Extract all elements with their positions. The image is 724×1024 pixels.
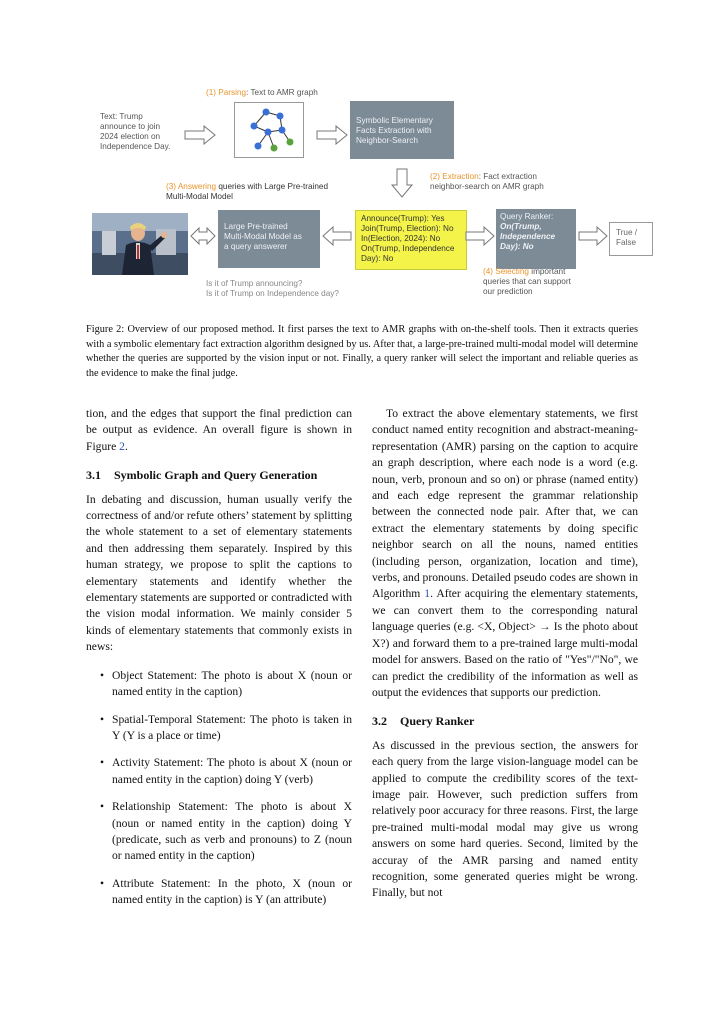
parsing-tag: (1) Parsing [206,88,247,97]
result-box: True / False [609,222,653,256]
graph-node [287,139,294,146]
paragraph: As discussed in the previous section, the answers for each query from the large vision-language model can be applied to compute the credibility scores of the text-image pair. However, such prediction suffers from relatively poor accuracy for three reasons. First, the large pre-trained multi-modal modal may give us wrong answers on some hard queries. Second, limited by the accuray of the AMR parsing and named entity recognition, some generated queries might be wrong. Finally, but not [372,738,638,900]
selecting-tag: (4) Selecting [483,267,529,276]
list-item: • Relationship Statement: The photo is about X (noun or named entity in the caption) doing Y (predicate, such as verb and pronouns) to Z (noun or named entity in the caption) [86,799,352,865]
arrow-right-icon [316,125,348,145]
paragraph: tion, and the edges that support the final prediction can be output as evidence. An overall figure is shown in Figure 2. [86,407,352,453]
query-ranker-box: Query Ranker: On(Trump, Independence Day): No [496,209,576,269]
left-column [86,406,352,909]
list-item: • Object Statement: The photo is about X (noun or named entity in the caption) [86,668,352,701]
selecting-label: (4) Selecting important queries that can support our prediction [483,267,571,296]
arrow-left-icon [322,226,352,246]
arrow-right-icon [578,226,608,246]
list-item: • Spatial-Temporal Statement: The photo is taken in Y (Y is a place or time) [86,712,352,745]
graph-node [279,127,286,134]
extraction-tag: (2) Extraction [430,172,479,181]
graph-node [271,145,278,152]
example-questions: Is it of Trump announcing? Is it of Trump on Independence day? [206,279,339,298]
right-column [372,406,638,902]
parsing-text: : Text to AMR graph [246,88,318,97]
arrow-right-icon [184,125,216,145]
section-heading-3-2: 3.2 Query Ranker [372,714,475,729]
parsing-label [206,88,318,98]
algorithm-ref-link[interactable]: 1 [424,587,431,601]
extraction-label: (2) Extraction: Fact extraction neighbor-search on AMR graph [430,172,544,191]
paragraph: To extract the above elementary statements, we first conduct named entity recognition and abstract-meaning-representation (AMR) parsing on the caption to acquire an graph description, where each node is a word (e.g. noun, verb, pronoun and so on) or phrase (named entity) and each edge represent the grammar relationship between the connected node pair. After that, we can extract the elementary statements by doing specific neighbor search on all the nouns, named entities (including person, organization, location and time), verbs, and pronouns. Detailed pseudo codes are shown in Algorithm 1. After acquiring the elementary statements, we can convert them to the corresponding natural language queries (e.g. <X, Object> → Is the photo about X?) and forward them to a pre-trained large multi-modal model for answers. Based on the ratio of "Yes"/"No", we can predict the credibility of the information as well as output the evidences that supports our prediction. [372,407,638,699]
graph-node [255,143,262,150]
multimodal-model-box: Large Pre-trained Multi-Modal Model as a query answerer [218,210,320,268]
graph-node [277,113,284,120]
arrow-right-icon [465,226,495,246]
amr-graph-icon [234,102,304,158]
graph-node [263,109,270,116]
graph-node [265,129,272,136]
paragraph: In debating and discussion, human usually verify the correctness of and/or refute others’ statement by splitting the whole statement to a set of elementary statements and then addressing them separately. Inspired by this human strategy, we propose to split the captions to elementary statements and identify whether the elementary statements are supported or contradicted with the vision modal information. We mainly consider 5 kinds of elementary statements that commonly exists in news: [86,492,352,654]
answering-tag: (3) Answering [166,182,217,191]
list-item: • Activity Statement: The photo is about X (noun or named entity in the caption) doing Y (verb) [86,755,352,788]
graph-node [251,123,258,130]
answering-label: (3) Answering queries with Large Pre-trained Multi-Modal Model [166,182,329,201]
double-arrow-icon [190,226,216,246]
symbolic-extraction-box: Symbolic Elementary Facts Extraction with Neighbor-Search [350,101,454,159]
figure-ref-link[interactable]: 2 [119,439,125,453]
elementary-facts-box: Announce(Trump): Yes Join(Trump, Election): No In(Election, 2024): No On(Trump, Independence Day): No [355,210,467,270]
statement-list [86,668,352,909]
input-text: Text: Trump announce to join 2024 election on Independence Day. [100,112,171,151]
figure-caption: Figure 2: Overview of our proposed method. It first parses the text to AMR graphs with on-the-shelf tools. Then it extracts queries with a symbolic elementary fact extraction algorithm designed by us. After that, a large-pre-trained multi-modal model will determine whether the queries are supported by the vision input or not. Finally, a query ranker will select the important and reliable queries as the evidence to make the final judge. [86,324,638,379]
section-heading-3-1: 3.1 Symbolic Graph and Query Generation [86,468,318,483]
arrow-down-icon [391,168,413,198]
person-image-icon [92,213,188,275]
trump-photo [92,213,188,275]
list-item: • Attribute Statement: In the photo, X (noun or named entity in the caption) is Y (an attribute) [86,876,352,909]
